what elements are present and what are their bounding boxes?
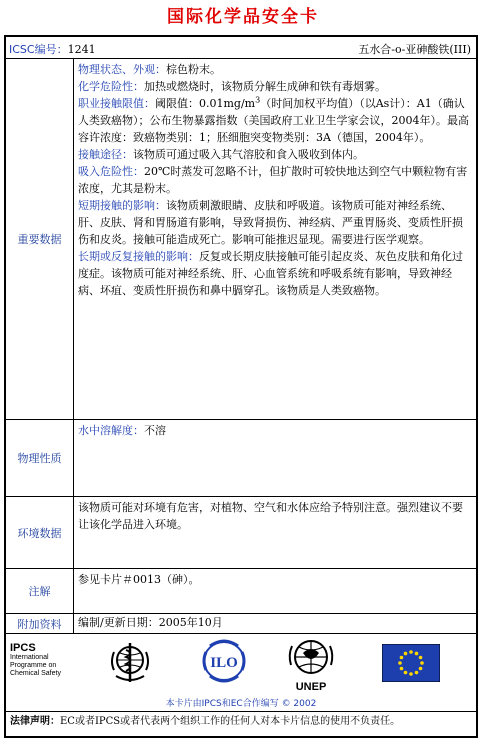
chemical-hazard-text: 加热或燃烧时，该物质分解生成砷和铁有毒烟雾。 [144, 80, 386, 93]
physical-state-label: 物理状态、外观： [78, 63, 166, 76]
eu-star-icon [419, 667, 423, 671]
eu-star-icon [404, 671, 408, 675]
logos-section [6, 634, 476, 712]
solubility-label: 水中溶解度： [78, 424, 144, 437]
icsc-label: ICSC编号： [9, 43, 68, 56]
ipcs-line-3: Chemical Safety [10, 670, 61, 677]
eu-star-icon [409, 650, 413, 654]
occupational-limits [78, 95, 472, 146]
substance-name: 五水合-o-亚砷酸铁(III) [358, 43, 471, 56]
card-title: 国际化学品安全卡 [167, 7, 319, 27]
unep-label: UNEP [295, 681, 327, 693]
environmental-data-label: 环境数据 [6, 497, 74, 568]
icsc-value: 1241 [67, 43, 96, 56]
chemical-hazard [78, 78, 472, 95]
exposure-route [78, 146, 472, 163]
card-frame [4, 35, 478, 738]
inhalation-hazard-text: 20℃时蒸发可忽略不计，但扩散时可较快地达到空气中颗粒物有害浓度，尤其是粉末。 [78, 165, 468, 195]
occupational-limits-text: 阈限值：0.01mg/m [155, 97, 256, 110]
additional-info-section [6, 614, 476, 634]
occupational-limits-label: 职业接触限值： [78, 97, 155, 110]
eu-star-icon [404, 652, 408, 656]
ilo-emblem-icon [198, 638, 250, 688]
legal-notice-text: EC或者IPCS或者代表两个组织工作的任何人对本卡片信息的使用不负责任。 [60, 716, 401, 727]
who-emblem-icon [108, 640, 152, 686]
physical-state [78, 61, 472, 78]
environmental-data-section [6, 497, 476, 569]
cooperation-caption: 本卡片由IPCS和EC合作编写 © 2002 [165, 699, 317, 709]
eu-flag-icon [382, 644, 440, 682]
ipcs-line-2: Programme on [10, 662, 57, 669]
ipcs-title: IPCS [10, 642, 36, 654]
physical-properties-content [75, 420, 476, 496]
long-term-effects [78, 248, 472, 299]
eu-star-icon [415, 671, 419, 675]
solubility-value: 不溶 [144, 424, 166, 437]
physical-state-text: 棕色粉末。 [166, 63, 221, 76]
legal-notice [6, 712, 476, 736]
chemical-hazard-label: 化学危险性： [78, 80, 144, 93]
eu-star-icon [409, 672, 413, 676]
physical-properties-section [6, 420, 476, 497]
additional-info-label: 附加资料 [6, 614, 74, 633]
eu-star-icon [415, 652, 419, 656]
long-term-effects-text: 反复或长期皮肤接触可能引起皮炎、灰色皮肤和角化过度症。该物质可能对神经系统、肝、心血管系统和呼吸系统有影响，导致神经病、坏疽、变质性肝损伤和鼻中膈穿孔。该物质是人类致癌物。 [78, 250, 463, 297]
ipcs-logo [10, 642, 61, 678]
inhalation-hazard [78, 163, 472, 197]
physical-properties-label: 物理性质 [6, 420, 74, 496]
ilo-logo-text: ILO [210, 655, 238, 671]
additional-info-text: 编制/更新日期：2005年10月 [78, 616, 223, 629]
important-data-section [6, 59, 476, 420]
eu-star-icon [398, 661, 402, 665]
legal-notice-label: 法律声明： [10, 716, 60, 727]
notes-text: 参见卡片＃0013（砷）。 [78, 573, 200, 586]
exposure-route-label: 接触途径： [78, 148, 133, 161]
unep-emblem-icon [286, 637, 336, 693]
header-row [6, 37, 476, 59]
long-term-effects-label: 长期或反复接触的影响： [78, 250, 199, 263]
occupational-superscript: 3 [255, 95, 261, 105]
eu-star-icon [420, 661, 424, 665]
short-term-effects-text: 该物质刺激眼睛、皮肤和呼吸道。该物质可能对神经系统、肝、皮肤、肾和胃肠道有影响，导致肾损伤、神经病、严重胃肠炎、变质性肝损伤和皮炎。接触可能造成死亡。影响可能推迟显现。需要进行医学观察。 [78, 199, 463, 246]
short-term-effects-label: 短期接触的影响： [78, 199, 166, 212]
notes-section [6, 569, 476, 614]
notes-label: 注解 [6, 569, 74, 613]
inhalation-hazard-label: 吸入危险性： [78, 165, 144, 178]
exposure-route-text: 该物质可通过吸入其气溶胶和食入吸收到体内。 [133, 148, 364, 161]
environmental-data-text: 该物质可能对环境有危害，对植物、空气和水体应给予特别注意。强烈建议不要让该化学品进入环境。 [78, 501, 463, 531]
short-term-effects [78, 197, 472, 248]
eu-star-icon [400, 667, 404, 671]
eu-star-icon [400, 656, 404, 660]
important-data-label: 重要数据 [6, 59, 74, 419]
icsc-number [9, 41, 96, 57]
eu-star-icon [419, 656, 423, 660]
important-data-content [75, 59, 476, 419]
ipcs-line-1: International [10, 654, 49, 661]
occupational-limits-text-cont: （时间加权平均值）（以As计）：A1（确认人类致癌物）；公布生物暴露指数（美国政府工业卫生学家会议，2004年）。最高容许浓度：致癌物类别：1；胚细胞突变物类别：3A（德国，2004年）。 [78, 97, 469, 144]
logos-area [6, 634, 476, 711]
